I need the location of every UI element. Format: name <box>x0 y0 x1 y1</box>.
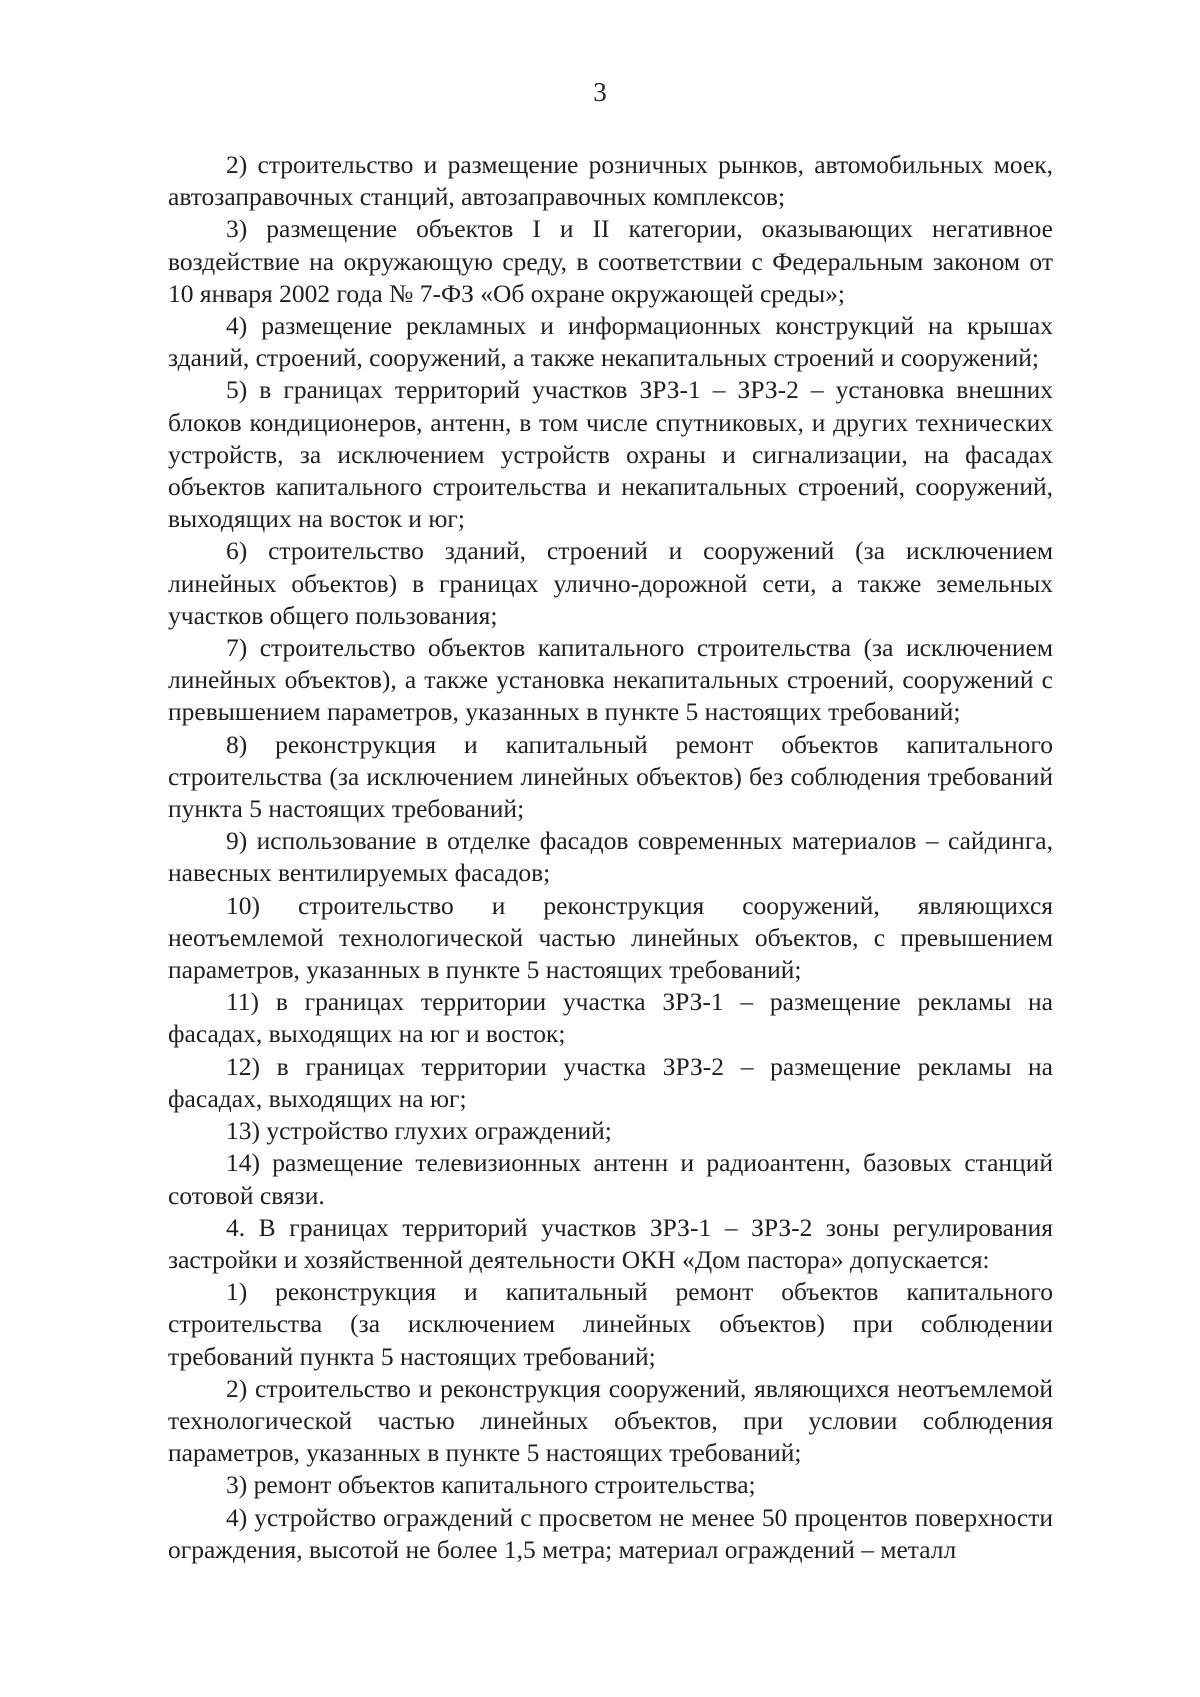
list-item: 8) реконструкция и капитальный ремонт объектов капитального строительства (за исключением линейных объектов) без соблюдения требований пункта 5 настоящих требований; <box>168 729 1053 824</box>
list-item: 4) устройство ограждений с просветом не менее 50 процентов поверхности ограждения, высотой не более 1,5 метра; материал ограждений – металл <box>168 1502 1053 1564</box>
list-item: 7) строительство объектов капитального строительства (за исключением линейных объектов), а также установка некапитальных строений, сооружений с превышением параметров, указанных в пункте 5 настоящих требований; <box>168 633 1053 727</box>
list-item: 6) строительство зданий, строений и сооружений (за исключением линейных объектов) в границах улично-дорожной сети, а также земельных участков общего пользования; <box>168 536 1053 630</box>
list-item: 10) строительство и реконструкция сооружений, являющихся неотъемлемой технологической частью линейных объектов, с превышением параметров, указанных в пункте 5 настоящих требований; <box>168 890 1053 985</box>
section-paragraph: 4. В границах территорий участков ЗРЗ-1 – ЗРЗ-2 зоны регулирования застройки и хозяйственной деятельности ОКН «Дом пастора» допускается: <box>168 1212 1053 1274</box>
list-item: 3) размещение объектов I и II категории, оказывающих негативное воздействие на окружающую среду, в соответствии с Федеральным законом от 10 января 2002 года № 7-ФЗ «Об охране окружающей среды»; <box>168 214 1053 308</box>
list-item: 3) ремонт объектов капитального строительства; <box>226 1470 756 1500</box>
list-item: 4) размещение рекламных и информационных конструкций на крышах зданий, строений, сооружений, а также некапитальных строений и сооружений; <box>168 311 1053 373</box>
list-item: 11) в границах территории участка ЗРЗ-1 – размещение рекламы на фасадах, выходящих на юг и восток; <box>168 987 1053 1049</box>
list-item: 2) строительство и размещение розничных рынков, автомобильных моек, автозаправочных станций, автозаправочных комплексов; <box>168 150 1053 212</box>
list-item: 14) размещение телевизионных антенн и радиоантенн, базовых станций сотовой связи. <box>168 1148 1053 1210</box>
document-body <box>168 149 1053 1566</box>
list-item: 13) устройство глухих ограждений; <box>226 1116 612 1146</box>
page-number: 3 <box>593 77 607 107</box>
list-item: 2) строительство и реконструкция сооружений, являющихся неотъемлемой технологической частью линейных объектов, при условии соблюдения параметров, указанных в пункте 5 настоящих требований; <box>168 1373 1053 1468</box>
list-item: 9) использование в отделке фасадов современных материалов – сайдинга, навесных вентилируемых фасадов; <box>168 826 1053 888</box>
list-item: 1) реконструкция и капитальный ремонт объектов капитального строительства (за исключением линейных объектов) при соблюдении требований пункта 5 настоящих требований; <box>168 1277 1053 1371</box>
list-item: 12) в границах территории участка ЗРЗ-2 – размещение рекламы на фасадах, выходящих на юг; <box>168 1051 1053 1113</box>
list-item: 5) в границах территорий участков ЗРЗ-1 – ЗРЗ-2 – установка внешних блоков кондиционеров, антенн, в том числе спутниковых, и других технических устройств, за исключением устройств охраны и сигнализации, на фасадах объектов капитального строительства и некапитальных строений, сооружений, выходящих на восток и юг; <box>168 375 1053 534</box>
